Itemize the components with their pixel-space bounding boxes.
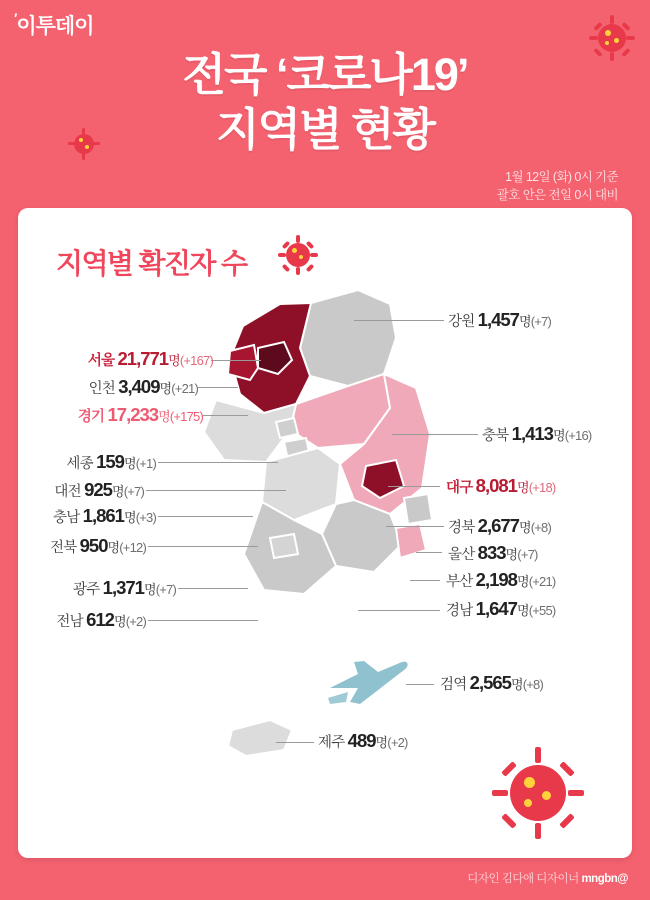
label-chungnam bbox=[28, 507, 156, 526]
label-delta: (+18) bbox=[528, 480, 556, 495]
label-value: 489 bbox=[347, 730, 376, 751]
airplane-icon bbox=[324, 658, 410, 710]
leader-line bbox=[354, 320, 444, 321]
label-value: 21,771 bbox=[117, 348, 169, 369]
label-value: 833 bbox=[477, 542, 506, 563]
label-delta: (+7) bbox=[155, 582, 176, 597]
leader-line bbox=[211, 360, 261, 361]
leader-line bbox=[198, 387, 238, 388]
label-value: 1,647 bbox=[475, 598, 517, 619]
label-region: 세종 bbox=[66, 456, 93, 472]
label-delta: (+21) bbox=[171, 381, 198, 396]
label-gwangju bbox=[28, 579, 176, 598]
label-region: 광주 bbox=[73, 582, 100, 598]
date-note-line2: 괄호 안은 전일 0시 대비 bbox=[496, 188, 618, 203]
label-value: 159 bbox=[96, 451, 124, 472]
label-value: 3,409 bbox=[118, 376, 160, 397]
label-unit: 명 bbox=[552, 428, 565, 443]
label-unit: 명 bbox=[143, 582, 156, 597]
label-unit: 명 bbox=[505, 547, 518, 562]
stats-card bbox=[18, 208, 632, 858]
leader-line bbox=[392, 434, 478, 435]
label-value: 2,565 bbox=[469, 672, 511, 693]
label-gyeongbuk bbox=[448, 517, 551, 536]
label-value: 1,371 bbox=[102, 577, 144, 598]
label-delta: (+1) bbox=[135, 456, 156, 471]
leader-line bbox=[358, 610, 440, 611]
label-delta: (+7) bbox=[123, 484, 144, 499]
label-region: 서울 bbox=[87, 353, 115, 369]
map-region-sejong bbox=[276, 418, 298, 438]
label-jeju bbox=[318, 732, 408, 751]
map-region-ulsan bbox=[404, 494, 432, 524]
label-value: 8,081 bbox=[475, 475, 517, 496]
map-region-gangwon bbox=[300, 290, 396, 386]
label-jeonnam bbox=[28, 611, 146, 630]
logo-tick: ′ bbox=[14, 10, 17, 26]
label-incheon bbox=[28, 378, 198, 397]
leader-line bbox=[406, 684, 434, 685]
label-delta: (+2) bbox=[125, 614, 146, 629]
leader-line bbox=[416, 552, 442, 553]
label-unit: 명 bbox=[518, 520, 531, 535]
label-region: 충북 bbox=[482, 428, 509, 444]
label-quarantine bbox=[440, 674, 543, 693]
page-title-line1: 전국 ‘코로나19’ bbox=[182, 49, 468, 100]
label-unit: 명 bbox=[107, 540, 120, 555]
map-region-gwangju bbox=[270, 534, 298, 558]
leader-line bbox=[146, 490, 286, 491]
label-region: 울산 bbox=[448, 547, 475, 563]
label-value: 2,198 bbox=[475, 569, 517, 590]
leader-line bbox=[410, 580, 440, 581]
label-value: 2,677 bbox=[477, 515, 519, 536]
date-note-line1: 1월 12일 (화) 0시 기준 bbox=[505, 170, 618, 184]
label-busan bbox=[446, 571, 555, 590]
label-delta: (+167) bbox=[179, 353, 213, 368]
map-region-jeju bbox=[228, 720, 292, 756]
leader-line bbox=[276, 742, 314, 743]
label-unit: 명 bbox=[516, 480, 529, 495]
label-jeonbuk bbox=[28, 537, 146, 556]
label-delta: (+21) bbox=[528, 574, 556, 589]
label-value: 950 bbox=[79, 535, 108, 556]
card-title: 지역별 확진자 수 bbox=[56, 248, 247, 279]
leader-line bbox=[203, 415, 248, 416]
label-region: 제주 bbox=[318, 735, 345, 751]
label-value: 925 bbox=[84, 479, 112, 500]
label-seoul bbox=[28, 350, 213, 369]
label-daejeon bbox=[28, 481, 144, 500]
label-delta: (+2) bbox=[387, 735, 408, 750]
label-region: 경북 bbox=[448, 520, 475, 536]
leader-line bbox=[148, 620, 258, 621]
label-gyeonggi bbox=[28, 406, 203, 425]
label-region: 대구 bbox=[446, 480, 473, 496]
leader-line bbox=[388, 486, 440, 487]
leader-line bbox=[148, 546, 258, 547]
label-unit: 명 bbox=[113, 614, 126, 629]
leader-line bbox=[386, 526, 444, 527]
label-value: 1,861 bbox=[82, 505, 124, 526]
label-daegu bbox=[446, 477, 555, 496]
label-region: 경기 bbox=[77, 409, 105, 425]
label-sejong bbox=[28, 453, 156, 472]
label-region: 검역 bbox=[440, 677, 467, 693]
label-region: 인천 bbox=[88, 381, 115, 397]
label-unit: 명 bbox=[158, 409, 170, 424]
label-unit: 명 bbox=[516, 603, 529, 618]
label-region: 부산 bbox=[446, 574, 473, 590]
label-unit: 명 bbox=[516, 574, 529, 589]
label-value: 1,413 bbox=[511, 423, 553, 444]
label-unit: 명 bbox=[168, 353, 180, 368]
credit bbox=[467, 870, 628, 886]
label-value: 17,233 bbox=[107, 404, 159, 425]
label-delta: (+12) bbox=[119, 540, 146, 555]
label-delta: (+16) bbox=[564, 428, 592, 443]
virus-icon-large bbox=[498, 753, 578, 833]
page-title bbox=[0, 48, 650, 158]
label-region: 충남 bbox=[53, 510, 80, 526]
label-unit: 명 bbox=[159, 381, 172, 396]
label-unit: 명 bbox=[375, 735, 388, 750]
label-delta: (+8) bbox=[530, 520, 551, 535]
credit-text: 디자인 김다애 디자이너 bbox=[467, 873, 582, 885]
label-unit: 명 bbox=[510, 677, 523, 692]
map-region-incheon bbox=[228, 345, 258, 380]
label-delta: (+7) bbox=[530, 314, 551, 329]
label-unit: 명 bbox=[123, 510, 136, 525]
label-region: 전남 bbox=[56, 614, 83, 630]
leader-line bbox=[158, 516, 253, 517]
label-region: 전북 bbox=[49, 540, 77, 556]
label-region: 경남 bbox=[446, 603, 473, 619]
label-delta: (+55) bbox=[528, 603, 556, 618]
site-logo bbox=[14, 10, 94, 40]
date-note bbox=[497, 168, 618, 204]
label-value: 1,457 bbox=[477, 309, 519, 330]
leader-line bbox=[178, 588, 248, 589]
label-region: 대전 bbox=[54, 484, 81, 500]
label-ulsan bbox=[448, 544, 538, 563]
label-delta: (+7) bbox=[517, 547, 538, 562]
logo-text: 이투데이 bbox=[16, 15, 94, 38]
label-delta: (+3) bbox=[135, 510, 156, 525]
label-value: 612 bbox=[86, 609, 114, 630]
leader-line bbox=[158, 462, 278, 463]
label-unit: 명 bbox=[111, 484, 124, 499]
label-unit: 명 bbox=[518, 314, 531, 329]
page-title-line2: 지역별 현황 bbox=[216, 103, 434, 155]
label-chungbuk bbox=[482, 425, 591, 444]
credit-handle: mngbn@ bbox=[581, 873, 628, 885]
label-gyeongnam bbox=[446, 600, 555, 619]
label-delta: (+8) bbox=[522, 677, 543, 692]
label-region: 강원 bbox=[448, 314, 475, 330]
label-gangwon bbox=[448, 311, 551, 330]
label-delta: (+175) bbox=[169, 409, 203, 424]
label-unit: 명 bbox=[123, 456, 136, 471]
